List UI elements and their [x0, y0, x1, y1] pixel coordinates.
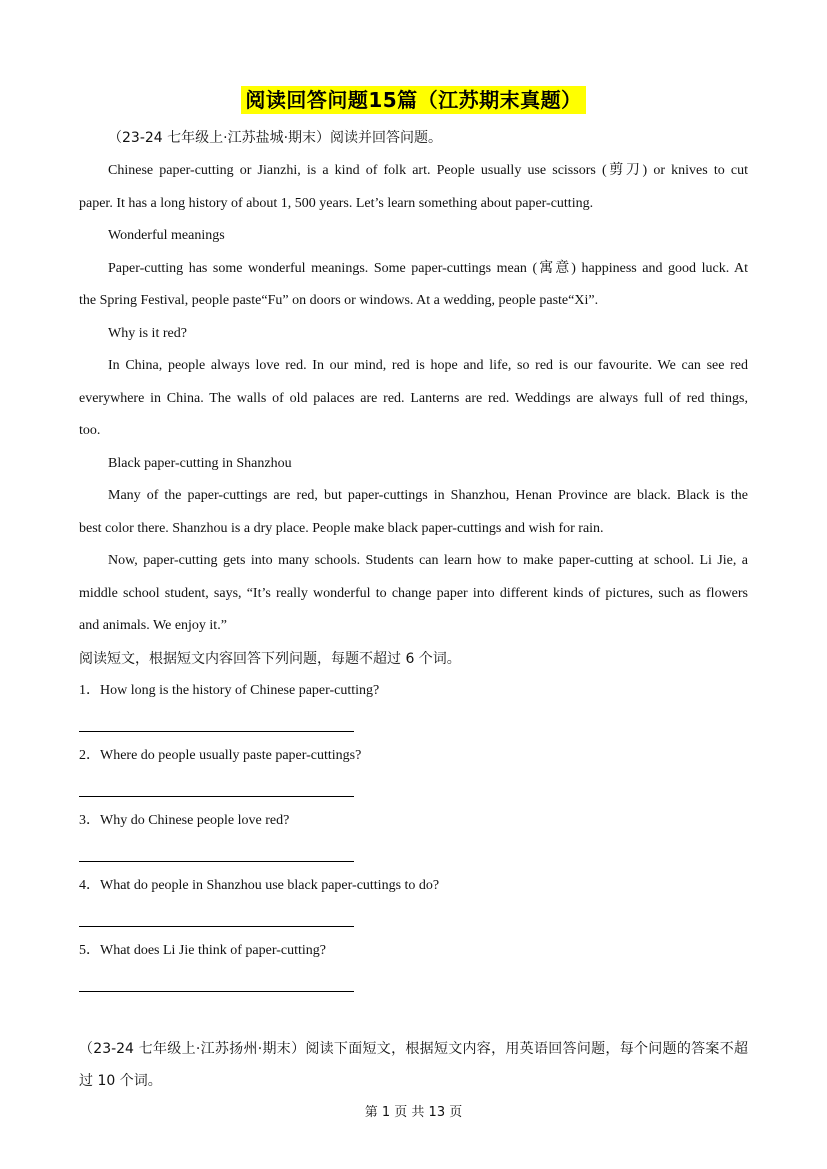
question-2: 2．Where do people usually paste paper-cuttings?	[79, 748, 362, 763]
question-5: 5．What does Li Jie think of paper-cutting?	[79, 943, 326, 958]
passage1-paragraph2-line1: Paper-cutting has some wonderful meanings. Some paper-cuttings mean (寓意) happiness and good luck. At	[108, 261, 748, 276]
question-4: 4．What do people in Shanzhou use black paper-cuttings to do?	[79, 878, 440, 893]
answer-line-3[interactable]	[79, 861, 354, 862]
question-3: 3．Why do Chinese people love red?	[79, 813, 290, 828]
passage1-heading-why-red: Why is it red?	[108, 326, 187, 341]
passage1-instruction: 阅读短文，根据短文内容回答下列问题，每题不超过 6 个词。	[79, 651, 461, 667]
passage1-paragraph3-line1: In China, people always love red. In our mind, red is hope and life, so red is our favourite. We can see red	[108, 358, 748, 373]
passage1-paragraph5-line3: and animals. We enjoy it.”	[79, 618, 227, 633]
passage1-paragraph4-line1: Many of the paper-cuttings are red, but paper-cuttings in Shanzhou, Henan Province are black. Black is the	[108, 488, 748, 503]
passage1-heading-black-paper-cutting: Black paper-cutting in Shanzhou	[108, 456, 292, 471]
passage1-source: （23-24 七年级上·江苏盐城·期末）阅读并回答问题。	[108, 130, 443, 146]
passage1-paragraph5-line2: middle school student, says, “It’s really wonderful to change paper into different kinds of pictures, such as flowers	[79, 586, 748, 601]
title-container	[0, 86, 827, 114]
question-1: 1．How long is the history of Chinese paper-cutting?	[79, 683, 380, 698]
answer-line-1[interactable]	[79, 731, 354, 732]
passage1-paragraph3-line3: too.	[79, 423, 101, 438]
page-title: 阅读回答问题15篇（江苏期末真题）	[241, 86, 585, 114]
answer-line-2[interactable]	[79, 796, 354, 797]
page-footer: 第 1 页 共 13 页	[364, 1105, 463, 1120]
passage2-source-line1: （23-24 七年级上·江苏扬州·期末）阅读下面短文，根据短文内容，用英语回答问题，每个问题的答案不超	[79, 1041, 748, 1057]
passage1-paragraph4-line2: best color there. Shanzhou is a dry place. People make black paper-cuttings and wish for rain.	[79, 521, 604, 536]
answer-line-5[interactable]	[79, 991, 354, 992]
passage1-paragraph5-line1: Now, paper-cutting gets into many schools. Students can learn how to make paper-cutting at school. Li Jie, a	[108, 553, 748, 568]
passage2-source-line2: 过 10 个词。	[79, 1073, 162, 1089]
passage1-paragraph1-line2: paper. It has a long history of about 1, 500 years. Let’s learn something about paper-cutting.	[79, 196, 594, 211]
passage1-heading-wonderful-meanings: Wonderful meanings	[108, 228, 225, 243]
passage1-paragraph1-line1: Chinese paper-cutting or Jianzhi, is a kind of folk art. People usually use scissors (剪刀) or knives to cut	[108, 163, 748, 178]
passage1-paragraph2-line2: the Spring Festival, people paste“Fu” on doors or windows. At a wedding, people paste“Xi”.	[79, 293, 599, 308]
answer-line-4[interactable]	[79, 926, 354, 927]
passage1-paragraph3-line2: everywhere in China. The walls of old palaces are red. Lanterns are red. Weddings are always full of red things,	[79, 391, 748, 406]
